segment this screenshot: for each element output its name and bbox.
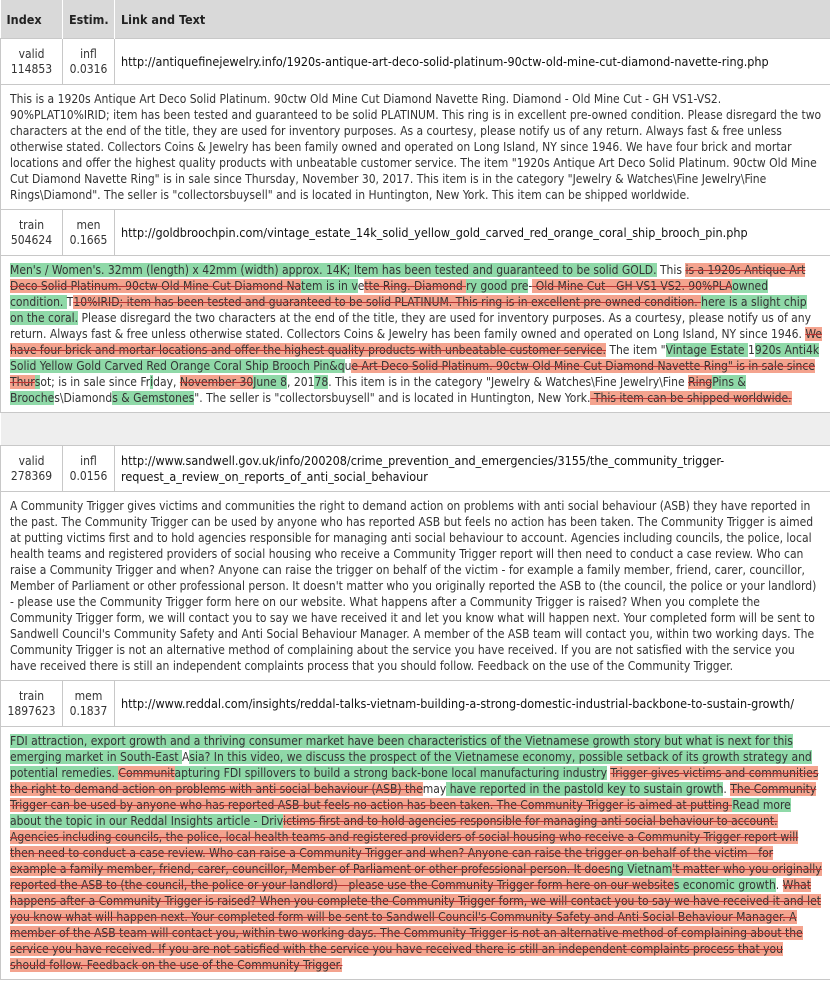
url-cell[interactable]: http://www.reddal.com/insights/reddal-talks-vietnam-building-a-strong-domestic-industrial-backbone-to-sustain-growth/ bbox=[115, 681, 830, 727]
example-text: This is a 1920s Antique Art Deco Solid Platinum. 90ctw Old Mine Cut Diamond Navette Ring. Diamond - Old Mine Cut - GH VS1-VS2. 90%PLAT10%IRID; item has been tested and guaranteed to be solid PLATINUM. This ring is in excellent pre-owned condition. Please disregard the two characters at the end of the title, they are used for inventory purposes. As a courtesy, please notify us of any return. Always fast & free unless otherwise stated. Collectors Coins & Jewelry has been family owned and operated on Long Island, NY since 1946. We have four brick and mortar locations and offer the highest quality products with unbeatable customer service. The item "1920s Antique Art Deco Solid Platinum. 90ctw Old Mine Cut Diamond Navette Ring" is in sale since Thursday, November 30, 2017. This item is in the category "Jewelry & Watches\Fine Jewelry\Fine Rings\Diamond". The seller is "collectorsbuysell" and is located in Huntington, New York. This item can be shipped worldwide. bbox=[1, 85, 830, 210]
deleted-segment: 10%IRID; item has been tested and guaranteed to be solid PLATINUM. This ring is in excellent pre-owned condition. bbox=[73, 295, 702, 309]
unchanged-segment: ot; is in sale since Fr bbox=[40, 375, 151, 389]
inserted-segment: June 8 bbox=[253, 375, 287, 389]
estim-cell bbox=[63, 681, 115, 727]
inserted-segment: tem is in v bbox=[301, 279, 358, 293]
table-row bbox=[1, 681, 830, 727]
deleted-segment: e Art Deco Solid Platinum. 90ctw Old Mine Cut Diamond Navette Ring" is in sale since Thur bbox=[10, 359, 815, 389]
unchanged-segment: u bbox=[344, 359, 352, 373]
deleted-segment: What happens after a Community Trigger is raised? When you complete the Community Trigger form, we will contact you to say we have received it and let you know what will happen next. Your completed form will be sent to Sandwell Council's Community Safety and Anti Social Behaviour Manager. A member of the ASB team will contact you, within two working days. The Community Trigger is not an alternative method of complaining about the service you have received. If you are not satisfied with the service you have received there is still an independent complaints process that you should follow. Feedback on the use of the Community Trigger. bbox=[10, 878, 821, 972]
unchanged-segment: . This item is in the category "Jewelry & Watches\Fine Jewelry\Fine bbox=[328, 375, 689, 389]
inserted-segment: old key to sustain growth bbox=[587, 782, 724, 796]
table-row bbox=[1, 210, 830, 256]
estim-score: 0.0156 bbox=[69, 468, 108, 483]
header-link: Link and Text bbox=[115, 0, 830, 39]
inserted-segment: FDI attraction, export growth and a thriving consumer market have been characteristics of the Vietnamese growth story but what is next for this emerging market in South-East bbox=[10, 734, 793, 764]
example-id: 1897623 bbox=[7, 703, 56, 718]
estim-score: 0.1665 bbox=[69, 232, 108, 247]
inserted-segment: ng Vietnam bbox=[610, 862, 673, 876]
inserted-segment: sia? In this video, we discuss the prospect of the Vietnamese economy, possible setback of its growth strategy and potential remedies. bbox=[10, 750, 812, 780]
index-cell bbox=[1, 39, 63, 85]
inserted-segment: 920s Anti bbox=[754, 343, 806, 357]
example-id: 114853 bbox=[10, 61, 53, 76]
estim-score: 0.0316 bbox=[69, 61, 108, 76]
unchanged-segment: day, bbox=[153, 375, 180, 389]
inserted-segment: 7 bbox=[314, 375, 322, 389]
unchanged-segment: e bbox=[357, 279, 365, 293]
deleted-segment: Old Mine Cut - GH VS1-VS2. 90%PLA bbox=[532, 279, 733, 293]
text-row bbox=[1, 85, 830, 210]
unchanged-segment: may bbox=[422, 782, 447, 796]
unchanged-segment: s\Diamond bbox=[54, 391, 113, 405]
estim-label: infl bbox=[80, 453, 97, 468]
index-cell bbox=[1, 210, 63, 256]
deleted-segment: ictims first and to hold agencies responsible for managing anti social behaviour to account. Agencies including councils, the police, local health teams and registered providers of social housing who receive a Community Trigger report will then need to conduct a case review. Who can raise a Community Trigger and when? Anyone can raise the trigger on behalf of the victim - for example a family member, friend, carer, councillor, Member of Parliament or other professional person. It does bbox=[10, 814, 799, 876]
diff-text bbox=[1, 727, 830, 980]
unchanged-segment: Please disregard the two characters at the end of the title, they are used for inventory purposes. As a courtesy, please notify us of any return. Always fast & free unless otherwise stated. Collectors Coins & Jewelry has been family owned and operated on Long Island, NY since 1946. bbox=[10, 311, 812, 341]
inserted-segment: s & Gemstones bbox=[112, 391, 195, 405]
table-row bbox=[1, 39, 830, 85]
deleted-segment: November 30 bbox=[179, 375, 254, 389]
inserted-segment: Pins & Brooche bbox=[10, 375, 746, 405]
unchanged-segment: . bbox=[775, 878, 783, 892]
url-cell[interactable]: http://antiquefinejewelry.info/1920s-antique-art-deco-solid-platinum-90ctw-old-mine-cut-diamond-navette-ring.php bbox=[115, 39, 830, 85]
unchanged-segment: - bbox=[528, 279, 533, 293]
unchanged-segment: The item " bbox=[605, 343, 666, 357]
example-text: A Community Trigger gives victims and communities the right to demand action on problems with anti social behaviour (ASB) they have reported in the past. The Community Trigger can be used by anyone who has reported ASB but feels no action has been taken. The Community Trigger is aimed at putting victims first and to hold agencies responsible for managing anti social behaviour to account. Agencies including councils, the police, local health teams and registered providers of social housing who receive a Community Trigger report will then need to conduct a case review. Who can raise a Community Trigger and when? Anyone can raise the trigger on behalf of the victim - for example a family member, friend, carer, councillor, Member of Parliament or other professional person. It doesn't matter who you originally reported the ASB to (the council, the police or your landlord) - please use the Community Trigger form here on our website. What happens after a Community Trigger is raised? When you complete the Community Trigger form, we will contact you to say we have received it and let you know what will happen next. Your completed form will be sent to Sandwell Council's Community Safety and Anti Social Behaviour Manager. A member of the ASB team will contact you, within two working days. The Community Trigger is not an alternative method of complaining about the service you have received. If you are not satisfied with the service you have received there is still an independent complaints process that you should follow. Feedback on the use of the Community Trigger. bbox=[1, 492, 830, 681]
row-separator bbox=[1, 413, 830, 446]
deleted-segment: The Community Trigger can be used by anyone who has reported ASB but feels no action has been taken. The Community Trigger is aimed at putting bbox=[10, 782, 817, 812]
estim-cell bbox=[63, 39, 115, 85]
deleted-segment: Trigger gives victims and communities the right to demand action on problems with anti social behaviour (ASB) the bbox=[10, 766, 819, 796]
table-row bbox=[1, 446, 830, 492]
estim-score: 0.1837 bbox=[69, 703, 108, 718]
example-id: 278369 bbox=[10, 468, 53, 483]
unchanged-segment: ". The seller is "collectorsbuysell" and is located in Huntington, New York. bbox=[194, 391, 591, 405]
inserted-segment: have reported in the past bbox=[446, 782, 588, 796]
inserted-segment: i bbox=[150, 375, 154, 389]
deleted-segment: Communit bbox=[118, 766, 175, 780]
inserted-segment: ry good pre bbox=[466, 279, 529, 293]
example-id: 504624 bbox=[10, 232, 53, 247]
unchanged-segment: . bbox=[723, 782, 731, 796]
deleted-segment: 't matter who you originally reported the ASB to (the council, the police or your landlord) - please use the Community Trigger form here on our website bbox=[10, 862, 822, 892]
split-label: train bbox=[18, 688, 45, 703]
url-cell[interactable]: http://goldbroochpin.com/vintage_estate_14k_solid_yellow_gold_carved_red_orange_coral_ship_brooch_pin.php bbox=[115, 210, 830, 256]
deleted-segment: This item can be shipped worldwide. bbox=[590, 391, 792, 405]
index-cell bbox=[1, 446, 63, 492]
estim-cell bbox=[63, 210, 115, 256]
split-label: valid bbox=[18, 453, 45, 468]
unchanged-segment: , 201 bbox=[287, 375, 315, 389]
index-cell bbox=[1, 681, 63, 727]
deleted-segment: Ring bbox=[688, 375, 713, 389]
split-label: valid bbox=[18, 46, 45, 61]
text-row bbox=[1, 727, 830, 980]
inserted-segment: Vintage Estate bbox=[665, 343, 748, 357]
estim-label: infl bbox=[80, 46, 97, 61]
unchanged-segment: 1 bbox=[747, 343, 755, 357]
deleted-segment: tte Ring. Diamond bbox=[364, 279, 467, 293]
unchanged-segment: This bbox=[656, 263, 686, 277]
header-row bbox=[1, 0, 830, 39]
estim-cell bbox=[63, 446, 115, 492]
inserted-segment: 8 bbox=[321, 375, 329, 389]
diff-text bbox=[1, 256, 830, 413]
url-cell[interactable]: http://www.sandwell.gov.uk/info/200208/crime_prevention_and_emergencies/3155/the_community_trigger-request_a_review_on_reports_of_anti_social_behaviour bbox=[115, 446, 830, 492]
inserted-segment: here is a slight chip on the coral. bbox=[10, 295, 807, 325]
header-index: Index bbox=[1, 0, 63, 39]
split-label: train bbox=[18, 217, 45, 232]
inserted-segment: s bbox=[34, 375, 41, 389]
inserted-segment: 4k Solid Yellow Gold Carved Red Orange Coral Ship Brooch Pin&q bbox=[10, 343, 820, 373]
unchanged-segment: T bbox=[66, 295, 74, 309]
estim-label: mem bbox=[74, 688, 103, 703]
deleted-segment: is a 1920s Antique Art Deco Solid Platinum. 90ctw Old Mine Cut Diamond Na bbox=[10, 263, 806, 293]
text-row bbox=[1, 256, 830, 413]
inserted-segment: owned condition. bbox=[10, 279, 769, 309]
unchanged-segment: A bbox=[181, 750, 190, 764]
inserted-segment: Read more about the topic in our Reddal Insights article - Driv bbox=[10, 798, 791, 828]
header-estim: Estim. bbox=[63, 0, 115, 39]
inserted-segment: s economic growth bbox=[673, 878, 776, 892]
inserted-segment: Men's / Women's. 32mm (length) x 42mm (width) approx. 14K; Item has been tested and guaranteed to be solid GOLD. bbox=[10, 263, 657, 277]
inserted-segment: apturing FDI spillovers to build a strong back-bone local manufacturing industry bbox=[174, 766, 607, 780]
deleted-segment: We have four brick and mortar locations and offer the highest quality products with unbeatable customer service. bbox=[10, 327, 822, 357]
text-row bbox=[1, 492, 830, 681]
estim-label: men bbox=[76, 217, 101, 232]
